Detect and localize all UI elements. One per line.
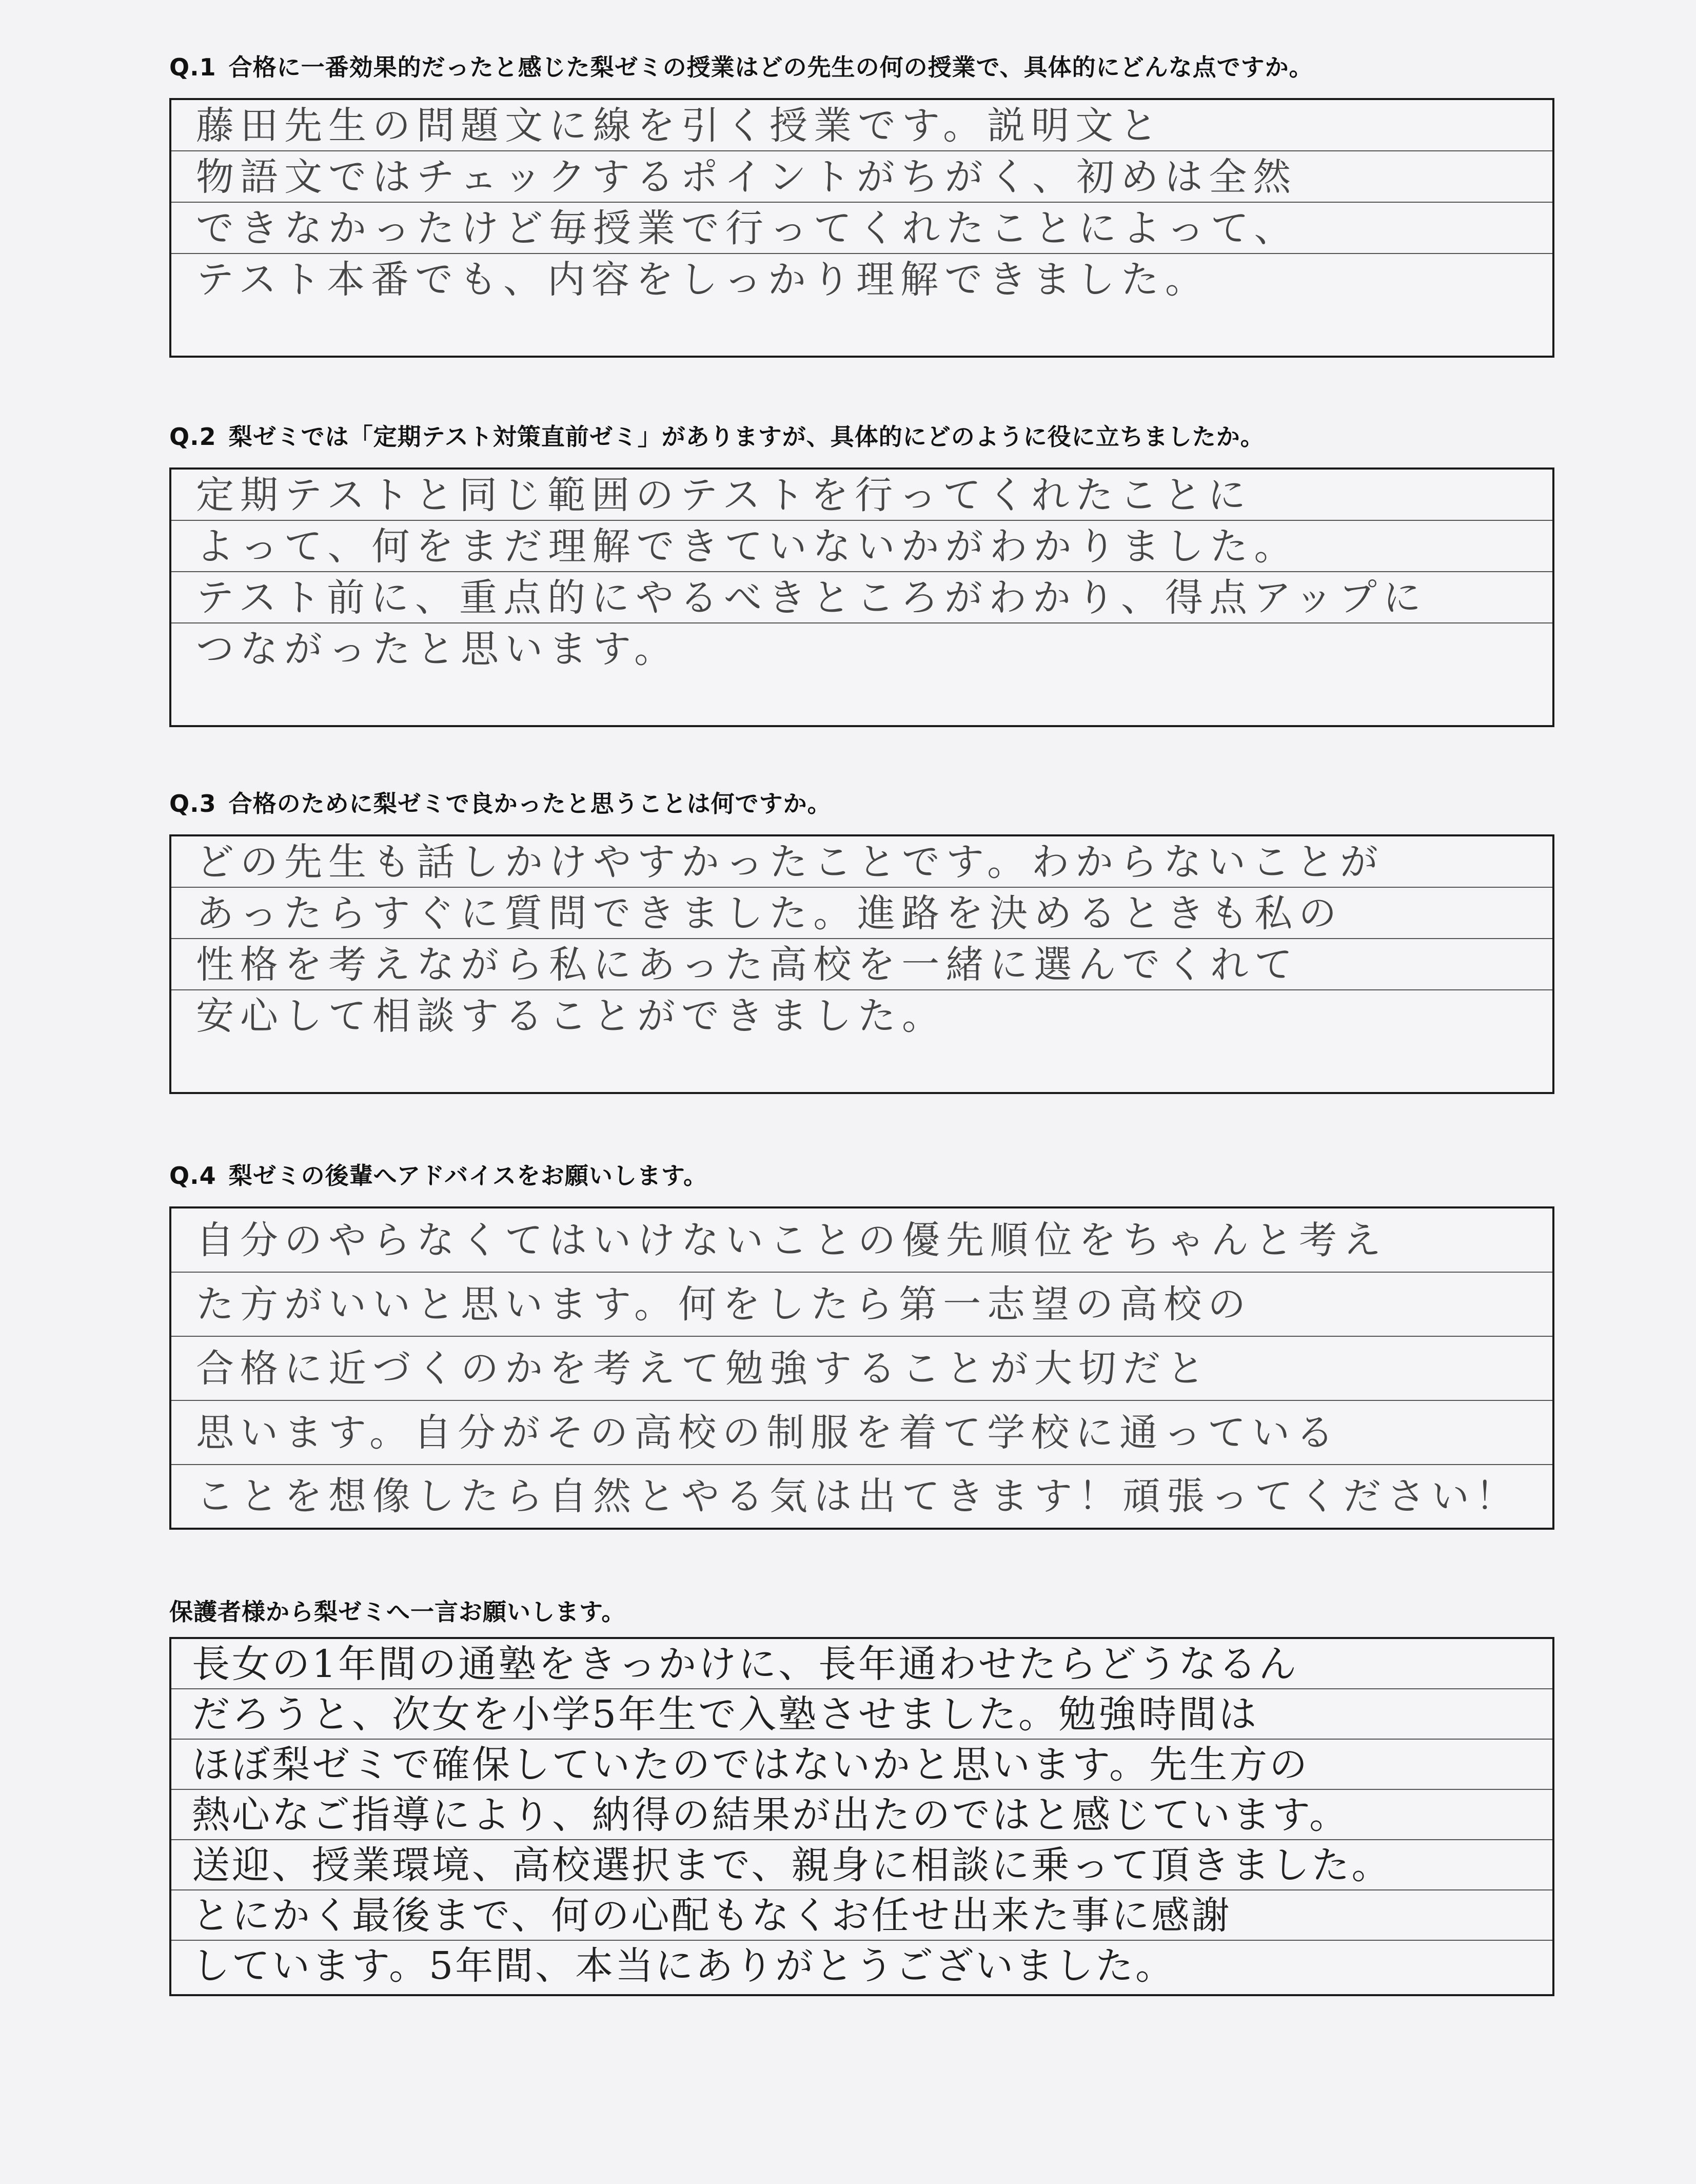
answer-line: 熱心なご指導により、納得の結果が出たのではと感じています。 <box>171 1790 1552 1840</box>
question-number: Q.4 <box>169 1162 216 1190</box>
question-number: Q.2 <box>169 423 216 451</box>
answer-box <box>169 467 1554 727</box>
answer-box <box>169 834 1554 1094</box>
question-number: Q.3 <box>169 790 216 817</box>
answer-line: とにかく最後まで、何の心配もなくお任せ出来た事に感謝 <box>171 1890 1552 1941</box>
question-text: 合格に一番効果的だったと感じた梨ゼミの授業はどの先生の何の授業で、具体的にどんな点ですか。 <box>228 53 1313 81</box>
question-heading <box>169 49 1313 83</box>
answer-box <box>169 1206 1554 1530</box>
answer-line: 藤田先生の問題文に線を引く授業です。説明文と <box>171 100 1552 151</box>
answer-box <box>169 1637 1554 1996</box>
answer-line: どの先生も話しかけやすかったことです。わからないことが <box>171 836 1552 888</box>
answer-line: テスト本番でも、内容をしっかり理解できました。 <box>196 258 1210 302</box>
question-heading <box>169 418 1265 452</box>
answer-line: 安心して相談することができました。 <box>196 994 946 1038</box>
answer-line: 合格に近づくのかを考えて勉強することが大切だと <box>171 1337 1552 1401</box>
answer-line: 長女の1年間の通塾をきっかけに、長年通わせたらどうなるん <box>171 1639 1552 1689</box>
question-heading <box>169 1157 707 1191</box>
answer-line: だろうと、次女を小学5年生で入塾させました。勉強時間は <box>171 1689 1552 1740</box>
answer-line: よって、何をまだ理解できていないかがわかりました。 <box>171 521 1552 572</box>
answer-line: ほぼ梨ゼミで確保していたのではないかと思います。先生方の <box>171 1740 1552 1790</box>
question-text: 梨ゼミの後輩へアドバイスをお願いします。 <box>228 1162 708 1190</box>
answer-line: 自分のやらなくてはいけないことの優先順位をちゃんと考え <box>171 1208 1552 1273</box>
answer-line: 定期テストと同じ範囲のテストを行ってくれたことに <box>171 470 1552 521</box>
answer-line: あったらすぐに質問できました。進路を決めるときも私の <box>171 888 1552 939</box>
answer-line: しています。5年間、本当にありがとうございました。 <box>192 1944 1176 1988</box>
question-heading <box>169 785 832 819</box>
answer-line: ことを想像したら自然とやる気は出てきます！頑張ってください！ <box>196 1474 1520 1518</box>
question-text: 合格のために梨ゼミで良かったと思うことは何ですか。 <box>228 790 832 817</box>
answer-line: テスト前に、重点的にやるべきところがわかり、得点アップに <box>171 572 1552 623</box>
answer-line: た方がいいと思います。何をしたら第一志望の高校の <box>171 1273 1552 1337</box>
answer-line: 送迎、授業環境、高校選択まで、親身に相談に乗って頂きました。 <box>171 1840 1552 1890</box>
answer-line: 物語文ではチェックするポイントがちがく、初めは全然 <box>171 151 1552 203</box>
answer-line: できなかったけど毎授業で行ってくれたことによって、 <box>171 203 1552 254</box>
answer-line: 性格を考えながら私にあった高校を一緒に選んでくれて <box>171 939 1552 990</box>
answer-line: つながったと思います。 <box>196 627 679 671</box>
question-heading <box>169 1593 625 1627</box>
answer-line: 思います。自分がその高校の制服を着て学校に通っている <box>171 1401 1552 1465</box>
answer-box <box>169 98 1554 358</box>
question-text: 保護者様から梨ゼミへ一言お願いします。 <box>169 1598 626 1626</box>
question-text: 梨ゼミでは「定期テスト対策直前ゼミ」がありますが、具体的にどのように役に立ちましたか。 <box>228 423 1265 451</box>
question-number: Q.1 <box>169 53 216 81</box>
